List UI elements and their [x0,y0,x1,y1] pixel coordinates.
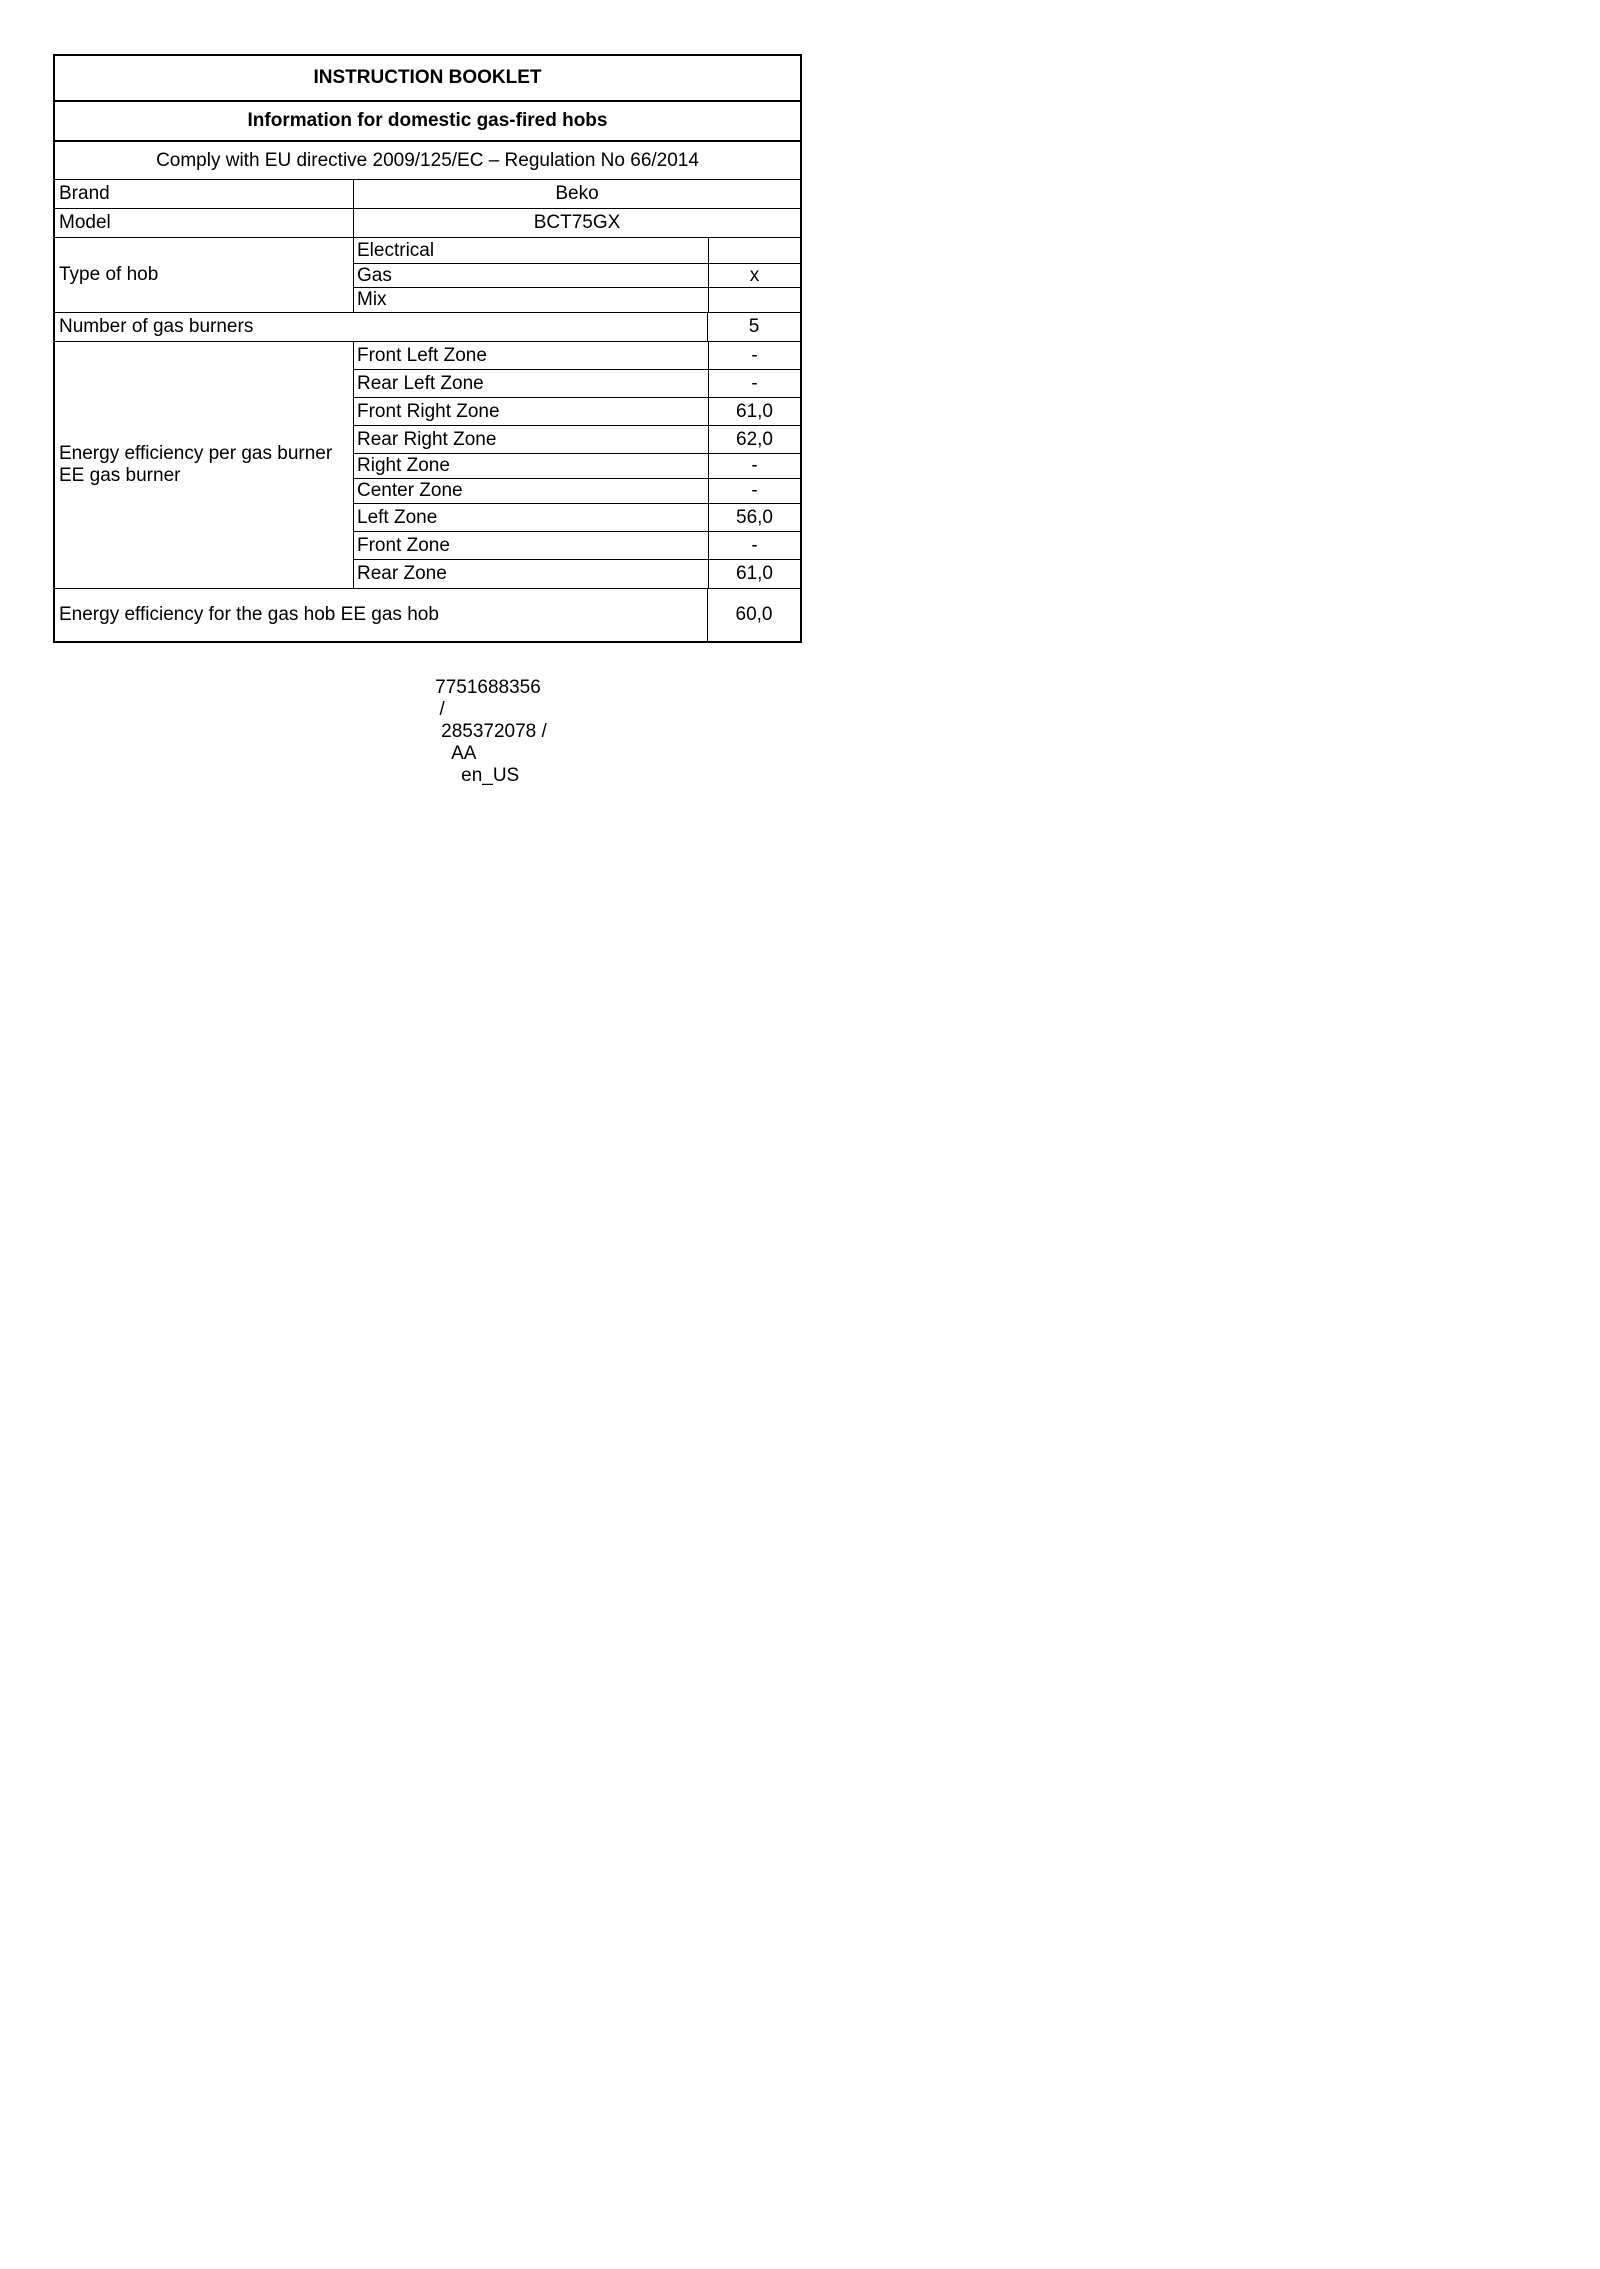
zone-name: Right Zone [354,454,709,478]
hob-type-option-mark [709,238,800,263]
footer-code-2: 285372078 / [441,721,547,742]
document-footer [414,655,547,809]
zone-row [354,370,800,398]
zone-value: 61,0 [736,400,773,422]
hob-type-label: Type of hob [55,238,354,312]
zone-name: Rear Left Zone [354,370,709,397]
hob-type-option-name: Gas [354,264,709,287]
zone-row [354,454,800,479]
zone-value: - [751,372,758,394]
model-row [55,209,800,238]
hob-efficiency-label: Energy efficiency for the gas hob EE gas hob [55,589,708,641]
hob-type-option-name: Mix [354,288,709,312]
footer-locale: en_US [461,765,520,786]
footer-code-3: AA [451,743,477,764]
burners-value: 5 [748,316,760,337]
zone-row [354,398,800,426]
hob-efficiency-value: 60,0 [735,604,773,625]
hob-type-option-row [354,238,800,264]
table-subtitle-row [55,102,800,142]
zone-name: Rear Right Zone [354,426,709,453]
hob-type-option-mark [709,288,800,312]
table-title-row [55,56,800,102]
zone-row [354,479,800,504]
zone-row [354,342,800,370]
table-subtitle: Information for domestic gas-fired hobs [247,110,608,131]
zone-value: - [751,344,758,366]
zone-row [354,560,800,588]
hob-type-option-mark: x [749,264,760,286]
zone-value: - [751,534,758,556]
zone-value: 62,0 [736,428,773,450]
directive-row [55,142,800,180]
zone-name: Left Zone [354,504,709,531]
burner-efficiency-group [55,342,800,589]
zone-value: 56,0 [736,506,773,528]
burner-efficiency-label-line2: EE gas burner [59,465,181,486]
hob-type-option-row [354,288,800,312]
instruction-table [53,54,802,643]
zone-name: Front Right Zone [354,398,709,425]
footer-code-1: 7751688356 [435,677,541,698]
model-value: BCT75GX [533,212,621,233]
zone-row [354,426,800,454]
zone-row [354,504,800,532]
burners-label: Number of gas burners [55,313,708,341]
burners-row [55,313,800,342]
burner-efficiency-label [55,342,354,588]
zone-value: 61,0 [736,563,773,584]
directive-text: Comply with EU directive 2009/125/EC – Regulation No 66/2014 [156,149,699,171]
table-title: INSTRUCTION BOOKLET [313,67,542,88]
hob-efficiency-row [55,589,800,641]
zone-name: Rear Zone [354,560,709,588]
model-label: Model [55,209,354,237]
burner-efficiency-label-line1: Energy efficiency per gas burner [59,443,333,464]
brand-value: Beko [555,183,599,204]
zone-name: Front Zone [354,532,709,559]
footer-separator: / [439,699,445,720]
zone-name: Front Left Zone [354,342,709,369]
zone-name: Center Zone [354,479,709,503]
hob-type-option-row [354,264,800,288]
brand-row [55,180,800,209]
zone-value: - [751,480,758,501]
hob-type-group [55,238,800,313]
hob-type-option-name: Electrical [354,238,709,263]
brand-label: Brand [55,180,354,208]
zone-row [354,532,800,560]
zone-value: - [751,455,758,476]
